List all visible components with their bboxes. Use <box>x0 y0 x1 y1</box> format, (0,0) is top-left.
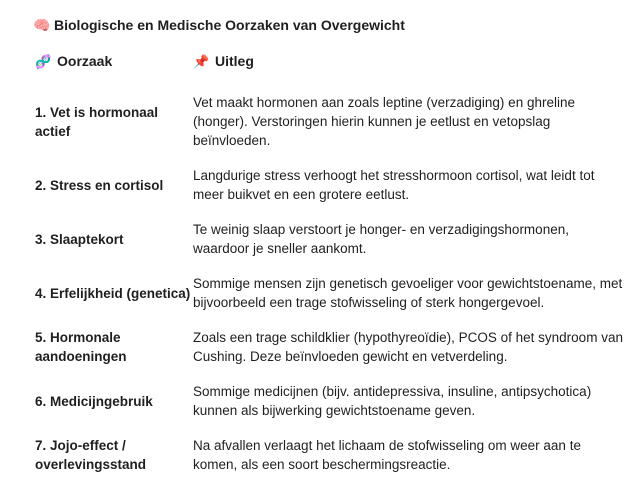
cause-cell: 5. Hormonale aandoeningen <box>35 330 127 364</box>
header-cause-label: Oorzaak <box>57 53 113 69</box>
page-title-text: Biologische en Medische Oorzaken van Overgewicht <box>54 17 405 33</box>
table-row <box>35 319 625 373</box>
explanation-cell: Langdurige stress verhoogt het stresshormoon cortisol, wat leidt tot meer buikvet en een grotere eetlust. <box>193 168 595 202</box>
table-row <box>35 211 625 265</box>
table-row <box>35 427 625 481</box>
table-row <box>35 265 625 319</box>
explanation-cell: Te weinig slaap verstoort je honger- en verzadigingshormonen, waardoor je sneller aankomt. <box>193 222 569 256</box>
dna-icon: 🧬 <box>35 54 52 69</box>
explanation-cell: Na afvallen verlaagt het lichaam de stofwisseling om weer aan te komen, als een soort beschermingsreactie. <box>193 438 581 472</box>
table-row <box>35 91 625 157</box>
header-cause <box>35 47 193 91</box>
cause-cell: 3. Slaaptekort <box>35 231 124 247</box>
cause-cell: 2. Stress en cortisol <box>35 177 164 193</box>
explanation-cell: Sommige medicijnen (bijv. antidepressiva, insuline, antipsychotica) kunnen als bijwerking gewichtstoename geven. <box>193 384 592 418</box>
explanation-cell: Zoals een trage schildklier (hypothyreoïdie), PCOS of het syndroom van Cushing. Deze beïnvloeden gewicht en vetverdeling. <box>193 330 623 364</box>
causes-table <box>35 47 625 481</box>
cause-cell: 6. Medicijngebruik <box>35 393 153 409</box>
brain-icon: 🧠 <box>33 17 51 33</box>
header-explanation-label: Uitleg <box>215 53 254 69</box>
page-title <box>33 15 639 35</box>
cause-cell: 4. Erfelijkheid (genetica) <box>35 285 191 301</box>
cause-cell: 1. Vet is hormonaal actief <box>35 104 159 139</box>
header-explanation <box>193 47 625 91</box>
table-header-row <box>35 47 625 91</box>
table-row <box>35 157 625 211</box>
pushpin-icon: 📌 <box>193 54 210 69</box>
explanation-cell: Sommige mensen zijn genetisch gevoeliger voor gewichtstoename, met bijvoorbeeld een trage stofwisseling of sterk hongergevoel. <box>193 276 623 310</box>
explanation-cell: Vet maakt hormonen aan zoals leptine (verzadiging) en ghreline (honger). Verstoringen hierin kunnen je eetlust en vetopslag beïnvloeden. <box>193 95 575 148</box>
table-row <box>35 373 625 427</box>
cause-cell: 7. Jojo-effect / overlevingsstand <box>35 438 147 472</box>
